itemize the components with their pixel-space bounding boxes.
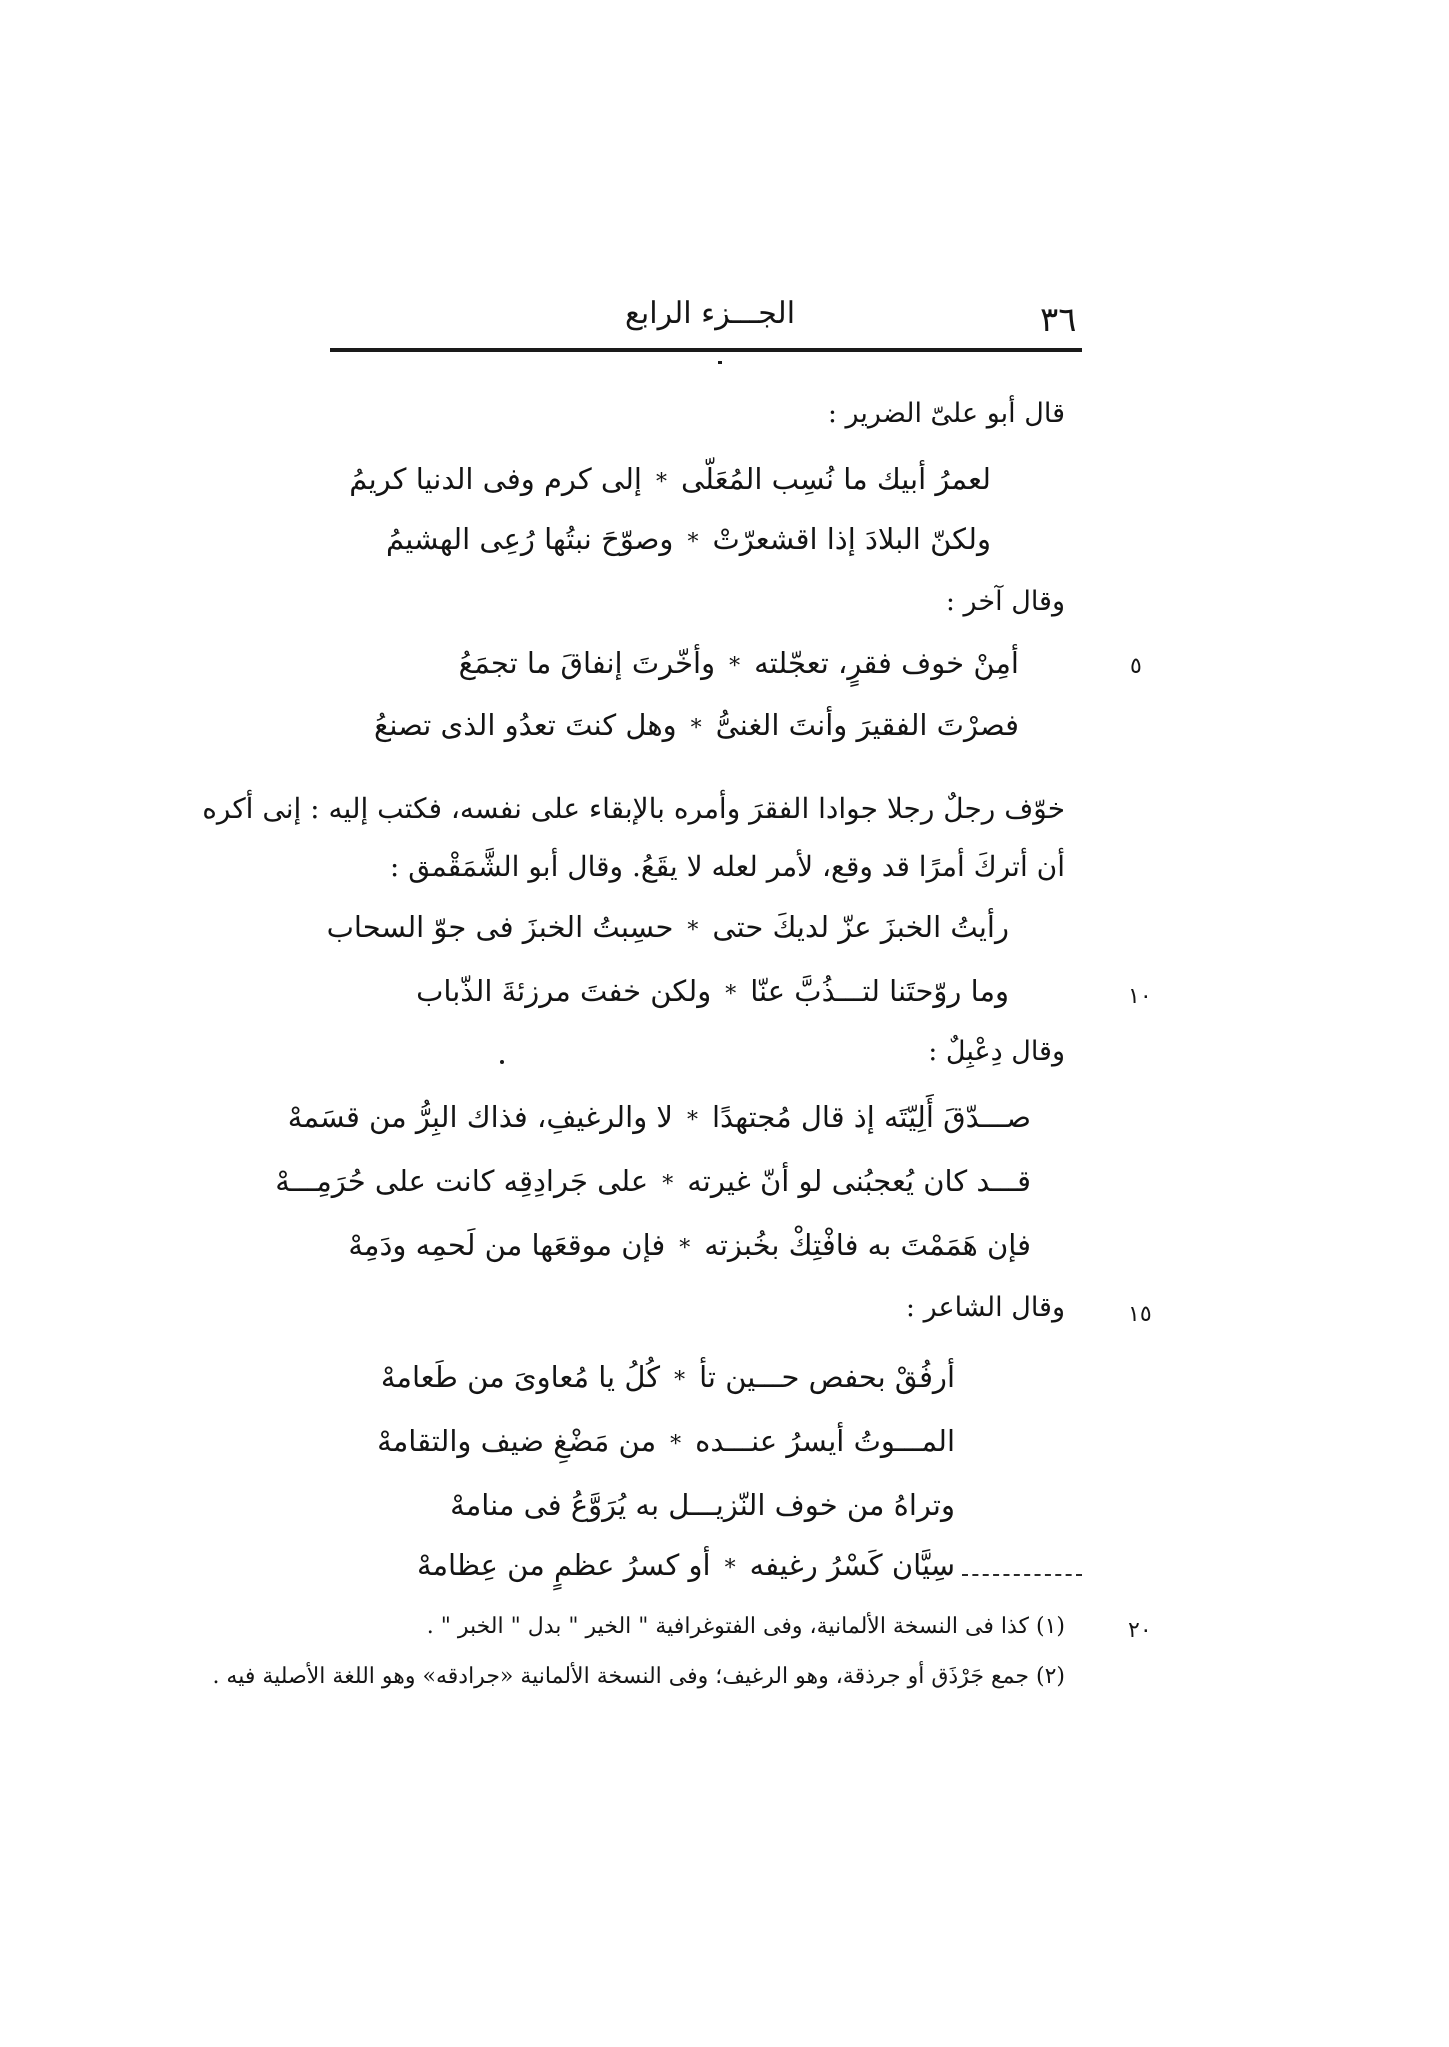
footnote-text: جمع جَرْذَق أو جرذقة، وهو الرغيف؛ وفى النسخة الألمانية «جرادقه» وهو اللغة الأصلية فيه .: [212, 1664, 1029, 1689]
verse-separator: *: [725, 982, 737, 1007]
page-number: ٣٦: [1040, 300, 1077, 340]
verse-line: [386, 522, 991, 556]
footnote-rule: [962, 1574, 1082, 1577]
verse-first-hemistich: لعمرُ أبيك ما نُسِب المُعَلّى: [681, 462, 991, 496]
line-number-marker: ٥: [1130, 654, 1142, 679]
verse-separator: *: [687, 530, 699, 555]
verse-separator: *: [687, 918, 699, 943]
running-title: الجـــزء الرابع: [624, 296, 796, 331]
footnote-text: كذا فى النسخة الألمانية، وفى الفتوغرافية " الخير " بدل " الخبر " .: [426, 1614, 1029, 1639]
verse-separator: *: [679, 1236, 691, 1261]
verse-separator: *: [662, 1172, 674, 1197]
verse-separator: *: [686, 1108, 698, 1133]
verse-separator: *: [729, 654, 741, 679]
intro-line: وقال آخر :: [945, 586, 1065, 617]
verse-second-hemistich: أو كسرُ عظمٍ من عِظامهْ: [416, 1548, 711, 1582]
verse-first-hemistich: أمِنْ خوف فقرٍ، تعجّلته: [754, 646, 1019, 680]
verse-line: [349, 462, 991, 496]
prose-line: أن أتركَ أمرًا قد وقع، لأمر لعله لا يقَعُ. وقال أبو الشَّمَقْمق :: [389, 850, 1065, 883]
intro-line: قال أبو علىّ الضرير :: [827, 398, 1065, 429]
verse-line: [288, 1100, 1031, 1134]
footnote: [427, 1614, 1065, 1639]
verse-second-hemistich: وأخّرتَ إنفاقَ ما تجمَعُ: [458, 646, 716, 680]
verse-line: [377, 1424, 955, 1458]
verse-second-hemistich: وصوّحَ نبتُها رُعِى الهشيمُ: [386, 522, 674, 556]
footnote: [212, 1664, 1065, 1689]
verse-line: [416, 974, 1009, 1008]
verse-second-hemistich: كُلُ يا مُعاوىَ من طَعامهْ: [380, 1360, 661, 1394]
verse-second-hemistich: وهل كنتَ تعدُو الذى تصنعُ: [373, 708, 677, 742]
verse-second-hemistich: ولكن خفتَ مرزئةَ الذّباب: [416, 974, 712, 1008]
verse-second-hemistich: إلى كرم وفى الدنيا كريمُ: [349, 462, 642, 496]
verse-separator: *: [690, 716, 702, 741]
verse-second-hemistich: فإن موقعَها من لَحمِه ودَمِهْ: [348, 1228, 666, 1262]
footnote-number: (٢): [1035, 1664, 1065, 1689]
verse-first-hemistich: سِيَّان كَسْرُ رغيفه: [749, 1548, 955, 1582]
verse-line: [381, 1360, 955, 1394]
verse-first-hemistich: فصرْتَ الفقيرَ وأنتَ الغنىُّ: [715, 708, 1019, 742]
intro-line: وقال دِعْبِلٌ :: [928, 1036, 1065, 1067]
verse-first-hemistich: وما روّحتَنا لتـــذُبَّ عنّا: [750, 974, 1009, 1008]
prose-line: خوّف رجلٌ رجلا جوادا الفقرَ وأمره بالإبقاء على نفسه، فكتب إليه : إنى أكره: [202, 792, 1065, 825]
verse-first-hemistich: صـــدّقَ أَلِيّتَه إذ قال مُجتهدًا: [711, 1100, 1031, 1134]
verse-first-hemistich: فإن هَمَمْتَ به فافْتِكْ بخُبزته: [704, 1228, 1031, 1262]
line-number-marker: ٢٠: [1128, 1618, 1152, 1643]
verse-second-hemistich: على جَرادِقِه كانت على حُرَمِـــهْ: [275, 1164, 649, 1198]
verse-first-hemistich: قـــد كان يُعجبُنى لو أنّ غيرته: [687, 1164, 1031, 1198]
header-tick-mark: [718, 361, 722, 364]
verse-first-hemistich: المـــوتُ أيسرُ عنـــده: [695, 1424, 955, 1458]
verse-line: [417, 1548, 955, 1582]
line-number-marker: ١٠: [1128, 984, 1152, 1009]
verse-second-hemistich: حسِبتُ الخبزَ فى جوّ السحاب: [326, 910, 674, 944]
verse-first-hemistich: رأيتُ الخبزَ عزّ لديكَ حتى: [712, 910, 1009, 944]
verse-line: [275, 1164, 1031, 1198]
verse-first-hemistich: ولكنّ البلادَ إذا اقشعرّتْ: [712, 522, 991, 556]
stray-mark: [500, 1060, 504, 1064]
footnote-number: (١): [1035, 1614, 1065, 1639]
verse-line: وتراهُ من خوف النّزيـــل به يُرَوَّعُ فى منامهْ: [450, 1488, 955, 1522]
verse-second-hemistich: لا والرغيفِ، فذاك البِرُّ من قسَمهْ: [287, 1100, 673, 1134]
verse-line: [459, 646, 1019, 680]
verse-line: [374, 708, 1019, 742]
verse-separator: *: [674, 1368, 686, 1393]
verse-separator: *: [724, 1556, 736, 1581]
verse-line: [327, 910, 1009, 944]
verse-second-hemistich: من مَضْغِ ضيف والتقامهْ: [377, 1424, 657, 1458]
intro-line: وقال الشاعر :: [905, 1292, 1065, 1323]
header-rule: [330, 348, 1082, 352]
verse-line: [348, 1228, 1031, 1262]
line-number-marker: ١٥: [1128, 1302, 1152, 1327]
verse-separator: *: [670, 1432, 682, 1457]
verse-separator: *: [656, 470, 667, 495]
verse-first-hemistich: أرفُقْ بحفص حـــين تأ: [699, 1360, 955, 1394]
